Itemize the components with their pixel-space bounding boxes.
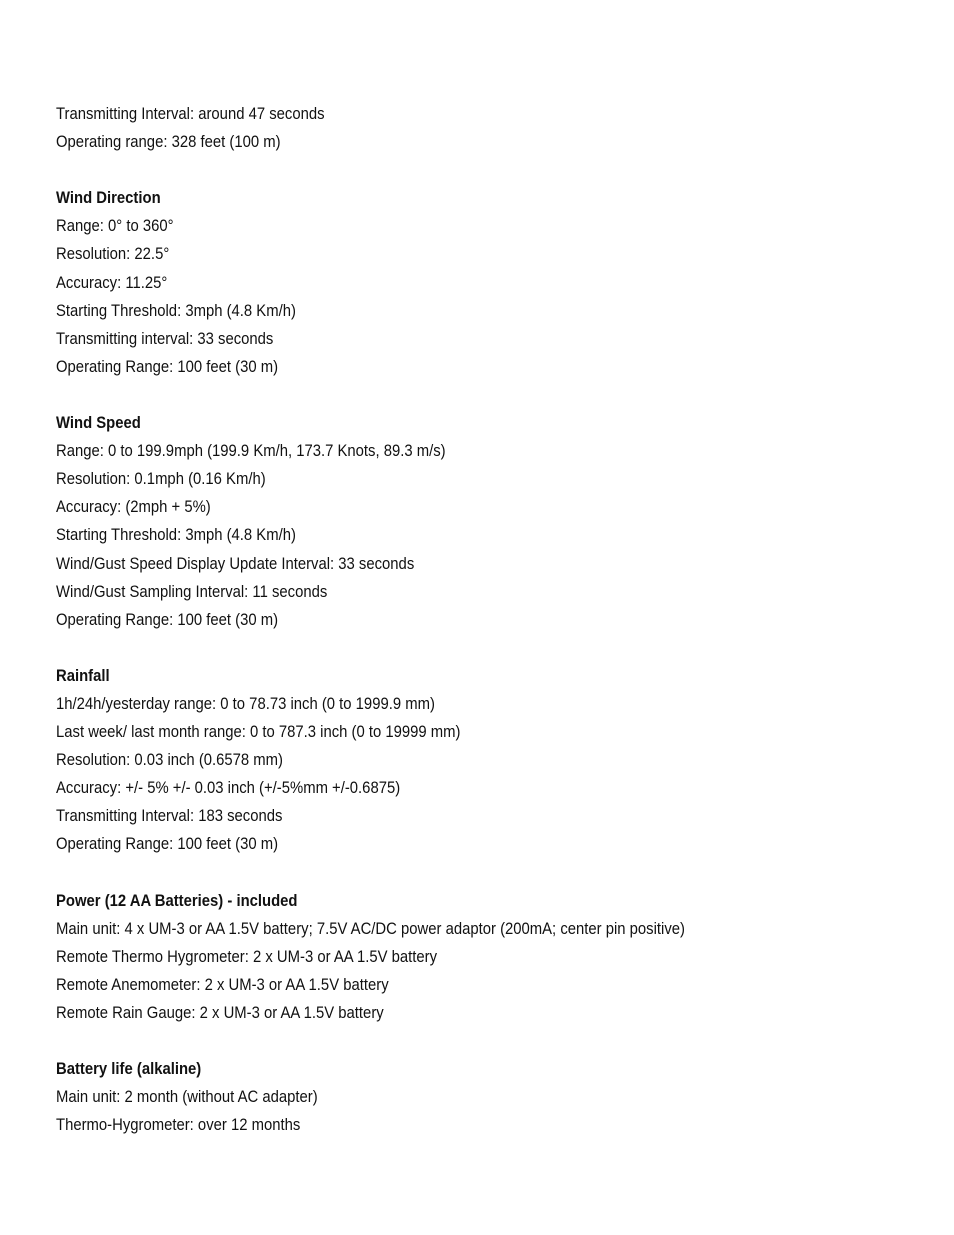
rainfall-accuracy: Accuracy: +/- 5% +/- 0.03 inch (+/-5%mm +/-0.6875) [56, 779, 401, 798]
section-spacer [56, 381, 936, 409]
battery-life-section [56, 1055, 936, 1139]
document-page [56, 100, 936, 1139]
power-anemometer: Remote Anemometer: 2 x UM-3 or AA 1.5V battery [56, 975, 389, 994]
rainfall-operating-range: Operating Range: 100 feet (30 m) [56, 835, 279, 854]
power-thermo-hygrometer: Remote Thermo Hygrometer: 2 x UM-3 or AA 1.5V battery [56, 947, 438, 966]
wind-speed-sampling-interval: Wind/Gust Sampling Interval: 11 seconds [56, 582, 328, 601]
wind-speed-operating-range: Operating Range: 100 feet (30 m) [56, 610, 279, 629]
intro-section [56, 100, 936, 156]
intro-line-operating-range: Operating range: 328 feet (100 m) [56, 133, 281, 152]
wind-direction-starting-threshold: Starting Threshold: 3mph (4.8 Km/h) [56, 301, 296, 320]
power-rain-gauge: Remote Rain Gauge: 2 x UM-3 or AA 1.5V battery [56, 1004, 384, 1022]
rainfall-heading: Rainfall [56, 666, 110, 685]
rainfall-weekly-monthly-range: Last week/ last month range: 0 to 787.3 inch (0 to 19999 mm) [56, 723, 461, 742]
wind-direction-range: Range: 0° to 360° [56, 217, 174, 236]
wind-speed-accuracy: Accuracy: (2mph + 5%) [56, 498, 211, 517]
wind-speed-resolution: Resolution: 0.1mph (0.16 Km/h) [56, 470, 266, 489]
wind-speed-heading: Wind Speed [56, 414, 141, 433]
wind-direction-section [56, 184, 936, 381]
section-spacer [56, 859, 936, 887]
wind-direction-operating-range: Operating Range: 100 feet (30 m) [56, 357, 279, 376]
wind-speed-range: Range: 0 to 199.9mph (199.9 Km/h, 173.7 Knots, 89.3 m/s) [56, 442, 446, 461]
intro-line-transmitting-interval: Transmitting Interval: around 47 seconds [56, 105, 325, 123]
section-spacer [56, 1027, 936, 1055]
wind-direction-heading: Wind Direction [56, 189, 161, 208]
rainfall-section [56, 662, 936, 859]
rainfall-daily-range: 1h/24h/yesterday range: 0 to 78.73 inch (0 to 1999.9 mm) [56, 694, 435, 713]
power-main-unit: Main unit: 4 x UM-3 or AA 1.5V battery; 7.5V AC/DC power adaptor (200mA; center pin positive) [56, 919, 685, 938]
wind-direction-resolution: Resolution: 22.5° [56, 245, 170, 264]
rainfall-transmitting-interval: Transmitting Interval: 183 seconds [56, 807, 283, 826]
wind-speed-section [56, 409, 936, 634]
battery-life-main-unit: Main unit: 2 month (without AC adapter) [56, 1088, 318, 1107]
wind-direction-transmitting-interval: Transmitting interval: 33 seconds [56, 329, 274, 348]
power-section [56, 887, 936, 1027]
wind-direction-accuracy: Accuracy: 11.25° [56, 273, 168, 292]
battery-life-thermo-hygrometer: Thermo-Hygrometer: over 12 months [56, 1116, 301, 1135]
wind-speed-display-update-interval: Wind/Gust Speed Display Update Interval: 33 seconds [56, 554, 415, 573]
battery-life-heading: Battery life (alkaline) [56, 1060, 202, 1079]
wind-speed-starting-threshold: Starting Threshold: 3mph (4.8 Km/h) [56, 526, 296, 545]
rainfall-resolution: Resolution: 0.03 inch (0.6578 mm) [56, 751, 283, 770]
section-spacer [56, 634, 936, 662]
power-heading: Power (12 AA Batteries) - included [56, 891, 298, 910]
section-spacer [56, 156, 936, 184]
